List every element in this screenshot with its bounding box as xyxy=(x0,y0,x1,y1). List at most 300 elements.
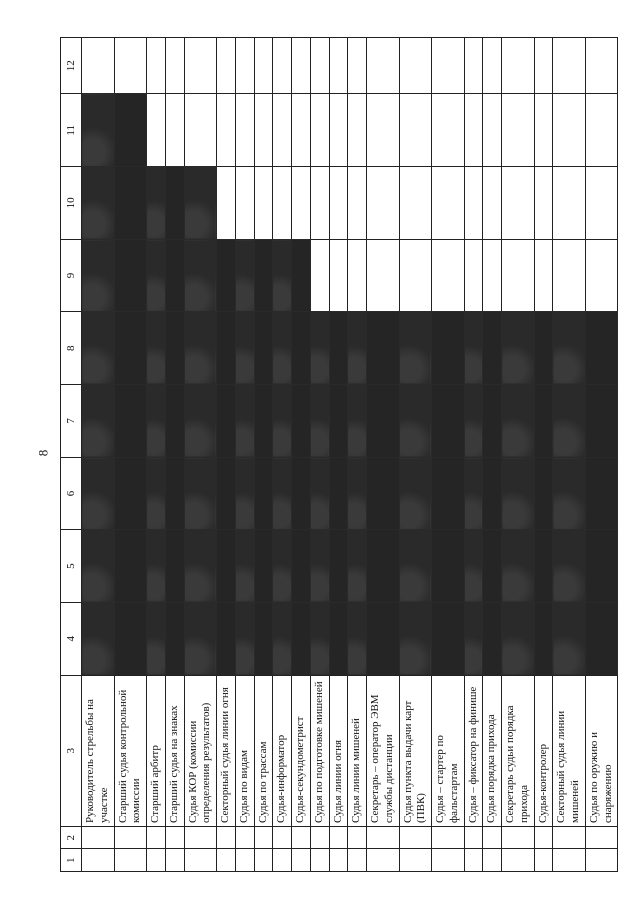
shaded-cell xyxy=(114,457,147,530)
empty-cell xyxy=(553,827,586,850)
empty-cell xyxy=(329,849,348,872)
empty-cell xyxy=(114,38,147,94)
shaded-cell xyxy=(114,530,147,603)
shaded-cell xyxy=(147,530,166,603)
shaded-cell xyxy=(114,602,147,675)
column-header-8: 8 xyxy=(61,312,82,385)
empty-cell xyxy=(585,94,618,167)
empty-cell xyxy=(329,239,348,312)
role-label: Судья порядка прихода xyxy=(483,675,502,826)
shaded-cell xyxy=(329,530,348,603)
shaded-cell xyxy=(464,312,483,385)
shaded-cell xyxy=(348,385,367,458)
empty-cell xyxy=(483,827,502,850)
empty-cell xyxy=(399,849,432,872)
role-label: Судья-контролер xyxy=(534,675,553,826)
empty-cell xyxy=(399,827,432,850)
empty-cell xyxy=(329,827,348,850)
empty-cell xyxy=(483,849,502,872)
empty-cell xyxy=(432,38,465,94)
shaded-cell xyxy=(464,530,483,603)
shaded-cell xyxy=(399,312,432,385)
table-row xyxy=(348,38,367,872)
shaded-cell xyxy=(534,530,553,603)
empty-cell xyxy=(292,94,311,167)
table-row xyxy=(329,38,348,872)
shaded-cell xyxy=(165,312,184,385)
shaded-cell xyxy=(292,602,311,675)
table-row xyxy=(553,38,586,872)
shaded-cell xyxy=(534,457,553,530)
empty-cell xyxy=(235,167,254,240)
shaded-cell xyxy=(217,239,236,312)
shaded-cell xyxy=(310,312,329,385)
empty-cell xyxy=(367,849,400,872)
page-number: 8 xyxy=(35,449,51,457)
empty-cell xyxy=(147,849,166,872)
empty-cell xyxy=(502,167,535,240)
shaded-cell xyxy=(147,385,166,458)
empty-cell xyxy=(147,827,166,850)
table-row xyxy=(273,38,292,872)
column-header-1: 1 xyxy=(61,849,82,872)
empty-cell xyxy=(348,239,367,312)
empty-cell xyxy=(82,38,115,94)
table-row xyxy=(254,38,273,872)
empty-cell xyxy=(254,167,273,240)
empty-cell xyxy=(273,167,292,240)
shaded-cell xyxy=(310,530,329,603)
empty-cell xyxy=(399,38,432,94)
role-label: Старший судья на знаках xyxy=(165,675,184,826)
empty-cell xyxy=(292,38,311,94)
role-label: Судья – стартер по фальстартам xyxy=(432,675,465,826)
shaded-cell xyxy=(114,94,147,167)
table-row xyxy=(235,38,254,872)
empty-cell xyxy=(483,239,502,312)
shaded-cell xyxy=(534,385,553,458)
shaded-cell xyxy=(184,530,217,603)
empty-cell xyxy=(502,827,535,850)
shaded-cell xyxy=(147,602,166,675)
shaded-cell xyxy=(147,167,166,240)
table-row xyxy=(165,38,184,872)
empty-cell xyxy=(273,827,292,850)
table-row xyxy=(82,38,115,872)
empty-cell xyxy=(585,849,618,872)
table-row xyxy=(483,38,502,872)
empty-cell xyxy=(553,38,586,94)
shaded-cell xyxy=(432,602,465,675)
shaded-cell xyxy=(165,385,184,458)
empty-cell xyxy=(165,827,184,850)
column-header-11: 11 xyxy=(61,94,82,167)
roles-table-rotated xyxy=(60,37,612,872)
shaded-cell xyxy=(483,385,502,458)
shaded-cell xyxy=(82,385,115,458)
shaded-cell xyxy=(82,312,115,385)
role-label: Судья по видам xyxy=(235,675,254,826)
shaded-cell xyxy=(82,602,115,675)
shaded-cell xyxy=(254,530,273,603)
empty-cell xyxy=(184,94,217,167)
empty-cell xyxy=(483,94,502,167)
shaded-cell xyxy=(217,312,236,385)
shaded-cell xyxy=(273,530,292,603)
shaded-cell xyxy=(585,385,618,458)
empty-cell xyxy=(399,94,432,167)
role-label: Секретарь – оператор ЭВМ службы дистанции xyxy=(367,675,400,826)
shaded-cell xyxy=(399,385,432,458)
column-header-10: 10 xyxy=(61,167,82,240)
shaded-cell xyxy=(273,385,292,458)
shaded-cell xyxy=(184,312,217,385)
empty-cell xyxy=(483,38,502,94)
empty-cell xyxy=(217,827,236,850)
shaded-cell xyxy=(502,457,535,530)
shaded-cell xyxy=(553,385,586,458)
empty-cell xyxy=(329,94,348,167)
shaded-cell xyxy=(235,457,254,530)
empty-cell xyxy=(534,167,553,240)
empty-cell xyxy=(464,849,483,872)
shaded-cell xyxy=(464,457,483,530)
shaded-cell xyxy=(534,602,553,675)
table-row xyxy=(310,38,329,872)
empty-cell xyxy=(348,94,367,167)
table-row xyxy=(367,38,400,872)
shaded-cell xyxy=(483,530,502,603)
empty-cell xyxy=(464,38,483,94)
empty-cell xyxy=(483,167,502,240)
table-row xyxy=(502,38,535,872)
empty-cell xyxy=(292,167,311,240)
empty-cell xyxy=(367,38,400,94)
role-label: Судья по трассам xyxy=(254,675,273,826)
empty-cell xyxy=(254,94,273,167)
empty-cell xyxy=(217,94,236,167)
shaded-cell xyxy=(483,312,502,385)
shaded-cell xyxy=(585,530,618,603)
role-label: Судья линии мишеней xyxy=(348,675,367,826)
empty-cell xyxy=(432,827,465,850)
shaded-cell xyxy=(553,312,586,385)
shaded-cell xyxy=(348,457,367,530)
shaded-cell xyxy=(483,602,502,675)
shaded-cell xyxy=(273,312,292,385)
shaded-cell xyxy=(165,457,184,530)
shaded-cell xyxy=(348,530,367,603)
column-header-7: 7 xyxy=(61,385,82,458)
shaded-cell xyxy=(553,530,586,603)
column-header-9: 9 xyxy=(61,239,82,312)
empty-cell xyxy=(534,38,553,94)
shaded-cell xyxy=(367,530,400,603)
empty-cell xyxy=(585,38,618,94)
shaded-cell xyxy=(367,385,400,458)
empty-cell xyxy=(585,239,618,312)
empty-cell xyxy=(217,167,236,240)
table-row xyxy=(534,38,553,872)
empty-cell xyxy=(273,849,292,872)
table-row xyxy=(184,38,217,872)
shaded-cell xyxy=(217,385,236,458)
empty-cell xyxy=(348,827,367,850)
shaded-cell xyxy=(273,239,292,312)
empty-cell xyxy=(553,94,586,167)
shaded-cell xyxy=(310,602,329,675)
shaded-cell xyxy=(165,530,184,603)
empty-cell xyxy=(114,849,147,872)
empty-cell xyxy=(367,827,400,850)
empty-cell xyxy=(310,167,329,240)
empty-cell xyxy=(310,239,329,312)
empty-cell xyxy=(184,849,217,872)
empty-cell xyxy=(399,239,432,312)
table-row xyxy=(292,38,311,872)
empty-cell xyxy=(464,94,483,167)
empty-cell xyxy=(273,94,292,167)
shaded-cell xyxy=(585,602,618,675)
table-row xyxy=(432,38,465,872)
shaded-cell xyxy=(348,602,367,675)
shaded-cell xyxy=(502,312,535,385)
shaded-cell xyxy=(585,457,618,530)
table-row xyxy=(114,38,147,872)
shaded-cell xyxy=(184,239,217,312)
role-label: Судья по подготовке мишеней xyxy=(310,675,329,826)
empty-cell xyxy=(217,38,236,94)
empty-cell xyxy=(464,827,483,850)
shaded-cell xyxy=(292,385,311,458)
empty-cell xyxy=(553,239,586,312)
shaded-cell xyxy=(254,239,273,312)
shaded-cell xyxy=(254,385,273,458)
column-header-5: 5 xyxy=(61,530,82,603)
empty-cell xyxy=(235,94,254,167)
shaded-cell xyxy=(82,167,115,240)
shaded-cell xyxy=(329,312,348,385)
empty-cell xyxy=(502,38,535,94)
shaded-cell xyxy=(147,457,166,530)
shaded-cell xyxy=(367,312,400,385)
header-row xyxy=(61,38,82,872)
empty-cell xyxy=(367,94,400,167)
table-row xyxy=(147,38,166,872)
empty-cell xyxy=(367,239,400,312)
shaded-cell xyxy=(432,457,465,530)
shaded-cell xyxy=(114,385,147,458)
shaded-cell xyxy=(464,602,483,675)
shaded-cell xyxy=(147,239,166,312)
table-row xyxy=(217,38,236,872)
column-header-6: 6 xyxy=(61,457,82,530)
empty-cell xyxy=(235,38,254,94)
shaded-cell xyxy=(367,457,400,530)
shaded-cell xyxy=(114,239,147,312)
shaded-cell xyxy=(432,312,465,385)
empty-cell xyxy=(502,849,535,872)
column-header-2: 2 xyxy=(61,827,82,850)
table-body xyxy=(82,38,618,872)
role-label: Судья-секундометрист xyxy=(292,675,311,826)
empty-cell xyxy=(310,827,329,850)
empty-cell xyxy=(534,239,553,312)
shaded-cell xyxy=(217,457,236,530)
shaded-cell xyxy=(292,312,311,385)
empty-cell xyxy=(329,38,348,94)
empty-cell xyxy=(348,38,367,94)
shaded-cell xyxy=(399,457,432,530)
shaded-cell xyxy=(464,385,483,458)
role-label: Секторный судья линии огня xyxy=(217,675,236,826)
table-row xyxy=(464,38,483,872)
empty-cell xyxy=(432,239,465,312)
role-label: Судья линии огня xyxy=(329,675,348,826)
shaded-cell xyxy=(235,239,254,312)
empty-cell xyxy=(165,94,184,167)
shaded-cell xyxy=(254,457,273,530)
role-label: Судья по оружию и снаряжению xyxy=(585,675,618,826)
shaded-cell xyxy=(310,457,329,530)
empty-cell xyxy=(534,827,553,850)
roles-table xyxy=(60,37,618,872)
empty-cell xyxy=(217,849,236,872)
empty-cell xyxy=(553,167,586,240)
column-header-12: 12 xyxy=(61,38,82,94)
shaded-cell xyxy=(329,457,348,530)
empty-cell xyxy=(82,827,115,850)
shaded-cell xyxy=(483,457,502,530)
column-header-4: 4 xyxy=(61,602,82,675)
empty-cell xyxy=(534,94,553,167)
empty-cell xyxy=(235,849,254,872)
empty-cell xyxy=(502,239,535,312)
shaded-cell xyxy=(399,530,432,603)
empty-cell xyxy=(165,38,184,94)
shaded-cell xyxy=(292,530,311,603)
roles-table-frame xyxy=(60,37,612,872)
role-label: Судья – фиксатор на финише xyxy=(464,675,483,826)
shaded-cell xyxy=(82,457,115,530)
shaded-cell xyxy=(502,602,535,675)
empty-cell xyxy=(254,849,273,872)
shaded-cell xyxy=(534,312,553,385)
shaded-cell xyxy=(147,312,166,385)
empty-cell xyxy=(432,167,465,240)
shaded-cell xyxy=(82,530,115,603)
role-label: Старший арбитр xyxy=(147,675,166,826)
shaded-cell xyxy=(292,239,311,312)
shaded-cell xyxy=(165,602,184,675)
shaded-cell xyxy=(217,602,236,675)
empty-cell xyxy=(254,38,273,94)
shaded-cell xyxy=(184,602,217,675)
shaded-cell xyxy=(329,602,348,675)
column-header-3: 3 xyxy=(61,675,82,826)
role-label: Старший судья контрольной комиссии xyxy=(114,675,147,826)
role-label: Секторный судья линии мишеней xyxy=(553,675,586,826)
empty-cell xyxy=(82,849,115,872)
empty-cell xyxy=(432,849,465,872)
empty-cell xyxy=(292,827,311,850)
empty-cell xyxy=(147,94,166,167)
shaded-cell xyxy=(432,385,465,458)
role-label: Судья КОР (комиссии определения результатов) xyxy=(184,675,217,826)
shaded-cell xyxy=(553,602,586,675)
role-label: Судья пункта выдачи карт (ПВК) xyxy=(399,675,432,826)
shaded-cell xyxy=(432,530,465,603)
role-label: Судья-информатор xyxy=(273,675,292,826)
empty-cell xyxy=(273,38,292,94)
shaded-cell xyxy=(367,602,400,675)
shaded-cell xyxy=(235,312,254,385)
empty-cell xyxy=(585,167,618,240)
empty-cell xyxy=(553,849,586,872)
empty-cell xyxy=(464,167,483,240)
shaded-cell xyxy=(165,167,184,240)
shaded-cell xyxy=(310,385,329,458)
shaded-cell xyxy=(114,167,147,240)
shaded-cell xyxy=(273,602,292,675)
empty-cell xyxy=(114,827,147,850)
empty-cell xyxy=(585,827,618,850)
shaded-cell xyxy=(184,457,217,530)
table-row xyxy=(585,38,618,872)
shaded-cell xyxy=(273,457,292,530)
empty-cell xyxy=(235,827,254,850)
shaded-cell xyxy=(235,385,254,458)
shaded-cell xyxy=(348,312,367,385)
shaded-cell xyxy=(292,457,311,530)
empty-cell xyxy=(165,849,184,872)
shaded-cell xyxy=(114,312,147,385)
shaded-cell xyxy=(235,530,254,603)
shaded-cell xyxy=(399,602,432,675)
shaded-cell xyxy=(502,385,535,458)
empty-cell xyxy=(329,167,348,240)
shaded-cell xyxy=(502,530,535,603)
shaded-cell xyxy=(329,385,348,458)
role-label: Секретарь судьи порядка прихода xyxy=(502,675,535,826)
empty-cell xyxy=(254,827,273,850)
shaded-cell xyxy=(165,239,184,312)
shaded-cell xyxy=(82,94,115,167)
empty-cell xyxy=(184,38,217,94)
empty-cell xyxy=(534,849,553,872)
empty-cell xyxy=(367,167,400,240)
shaded-cell xyxy=(254,312,273,385)
empty-cell xyxy=(292,849,311,872)
empty-cell xyxy=(348,167,367,240)
shaded-cell xyxy=(254,602,273,675)
shaded-cell xyxy=(217,530,236,603)
empty-cell xyxy=(147,38,166,94)
empty-cell xyxy=(184,827,217,850)
empty-cell xyxy=(399,167,432,240)
empty-cell xyxy=(464,239,483,312)
empty-cell xyxy=(310,94,329,167)
shaded-cell xyxy=(585,312,618,385)
table-row xyxy=(399,38,432,872)
shaded-cell xyxy=(82,239,115,312)
shaded-cell xyxy=(553,457,586,530)
empty-cell xyxy=(310,38,329,94)
shaded-cell xyxy=(235,602,254,675)
shaded-cell xyxy=(184,167,217,240)
shaded-cell xyxy=(184,385,217,458)
empty-cell xyxy=(348,849,367,872)
